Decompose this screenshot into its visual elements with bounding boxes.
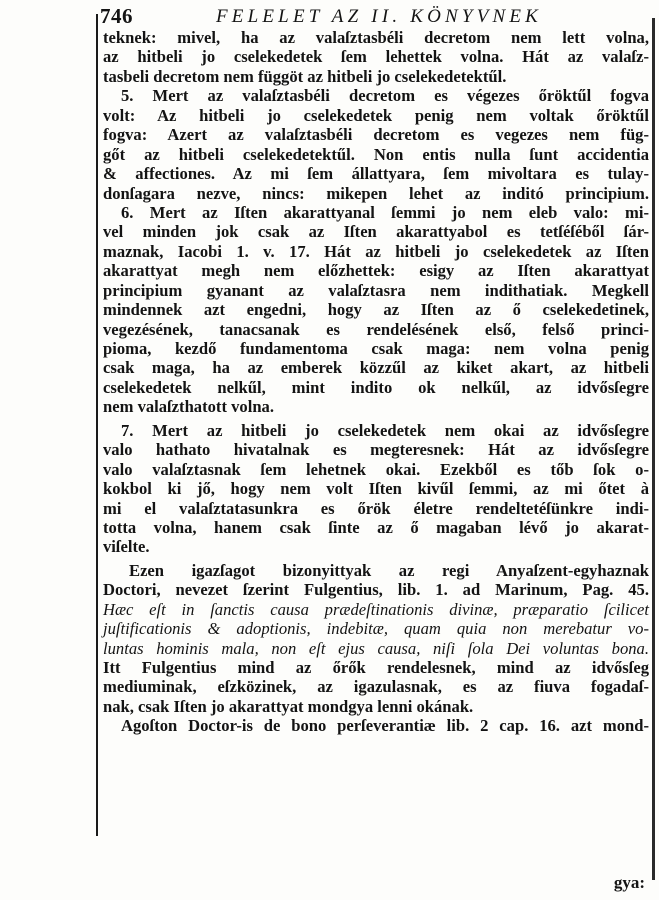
paragraph-point-7 [103,421,649,557]
page-header [100,2,652,30]
running-title: FELELET AZ II. KÖNYVNEK [216,6,543,27]
text-line: mindennek azt engedni, hogy az Iſten az ő cselekedetinek, [103,300,649,320]
text-line: & affectiones. Az mi ſem állattyara, ſem mivoltara es tulay- [103,164,649,184]
text-line: 7. Mert az hitbeli jo cselekedetek nem okai az idvősſegre [121,420,649,440]
text-line: mediuminak, eſzközinek, az igazulasnak, es az fiuva fogadaſ- [103,677,649,697]
text-line: totta volna, hanem csak ſinte az ő magaban lévő jo akarat- [103,517,649,537]
text-line: fogva: Azert az valaſztasbéli decretom es vegezes nem füg- [103,125,649,145]
text-line: vegezésének, tanacsanak es rendelésének első, felső princi- [103,319,649,339]
body-text [103,28,649,736]
catchword: gya: [613,873,645,892]
text-line: nem valaſzthatott volna. [103,397,274,417]
text-line: mi el valaſztatasunkra es őrök életre rendeltetéſünkre indi- [103,498,649,518]
text-line: az hitbeli jo cselekedetek ſem lehettek volna. Hát az valaſz- [103,47,649,67]
text-line: 5. Mert az valaſztasbéli decretom es végezes őröktűl fogva [121,86,649,106]
right-margin-rule [652,18,655,880]
left-margin-rule [96,14,98,836]
text-line: Doctori, nevezet ſzerint Fulgentius, lib. 1. ad Marinum, Pag. 45. [103,580,649,600]
text-line: kokbol ki jő, hogy nem volt Iſten kivűl ſemmi, az mi őtet à [103,479,649,499]
paragraph-fathers-testimony [103,561,649,736]
text-line: csak maga, ha az emberek közzűl az kiket akart, az hitbeli [103,358,649,378]
text-line: valo hathato hivatalnak es megteresnek: Hát az idvősſegre [103,440,649,460]
text-line: maznak, Iacobi 1. v. 17. Hát az hitbeli jo cselekedetek az Iſten [103,241,649,261]
text-line: viſelte. [103,537,150,557]
text-line: nak, csak Iſten jo akarattyat mondgya lenni okának. [103,696,474,716]
text-line: Ezen igazſagot bizonyittyak az regi Anyaſzent-egyhaznak [129,560,649,580]
paragraph-point-6 [103,203,649,417]
text-line: akarattyat megh nem előzhettek: esigy az Iſten akarattyat [103,261,649,281]
text-line: donſagara nezve, nincs: mikepen lehet az inditó principium. [103,183,649,203]
text-line: principium gyanant az valaſztasra nem indithatiak. Megkell [103,280,649,300]
text-line: Itt Fulgentius mind az őrők rendelesnek, mind az idvősſeg [103,658,649,677]
text-line: cselekedetek nelkűl, mint indito ok nelkűl, az idvősſegre [103,377,649,397]
text-line: 6. Mert az Iſten akarattyanal ſemmi jo nem eleb valo: mi- [121,202,649,222]
paragraph-continuation [103,28,649,86]
page-number: 746 [100,4,133,28]
text-line: pioma, kezdő fundamentoma csak maga: nem volna penig [103,339,649,358]
text-line: juſtificationis & adoptionis, indebitæ, quam quia non merebatur vo- [103,619,649,639]
text-line: valo valaſztasnak ſem lehetnek okai. Ezekből es tőb ſok o- [103,459,649,479]
text-line: gőt az hitbeli cselekedetektűl. Non entis nulla ſunt accidentia [103,144,649,164]
text-line: volt: Az hitbeli jo cselekedetek penig nem voltak őröktűl [103,105,649,125]
paragraph-point-5 [103,86,649,203]
text-line: luntas hominis mala, non eſt ejus causa, niſi ſola Dei voluntas bona. [103,638,649,658]
text-line: teknek: mivel, ha az valaſztasbéli decretom nem lett volna, [103,28,649,47]
text-line: Hæc eſt in ſanctis causa prædeſtinationis divinæ, præparatio ſcilicet [103,599,649,619]
text-line: tasbeli decretom nem függöt az hitbeli jo cselekedetektűl. [103,66,507,86]
text-line: vel minden jok csak az Iſten akarattyabol es tetſéſéből ſár- [103,222,649,242]
text-line: Agoſton Doctor-is de bono perſeverantiæ lib. 2 cap. 16. azt mond- [121,716,649,736]
